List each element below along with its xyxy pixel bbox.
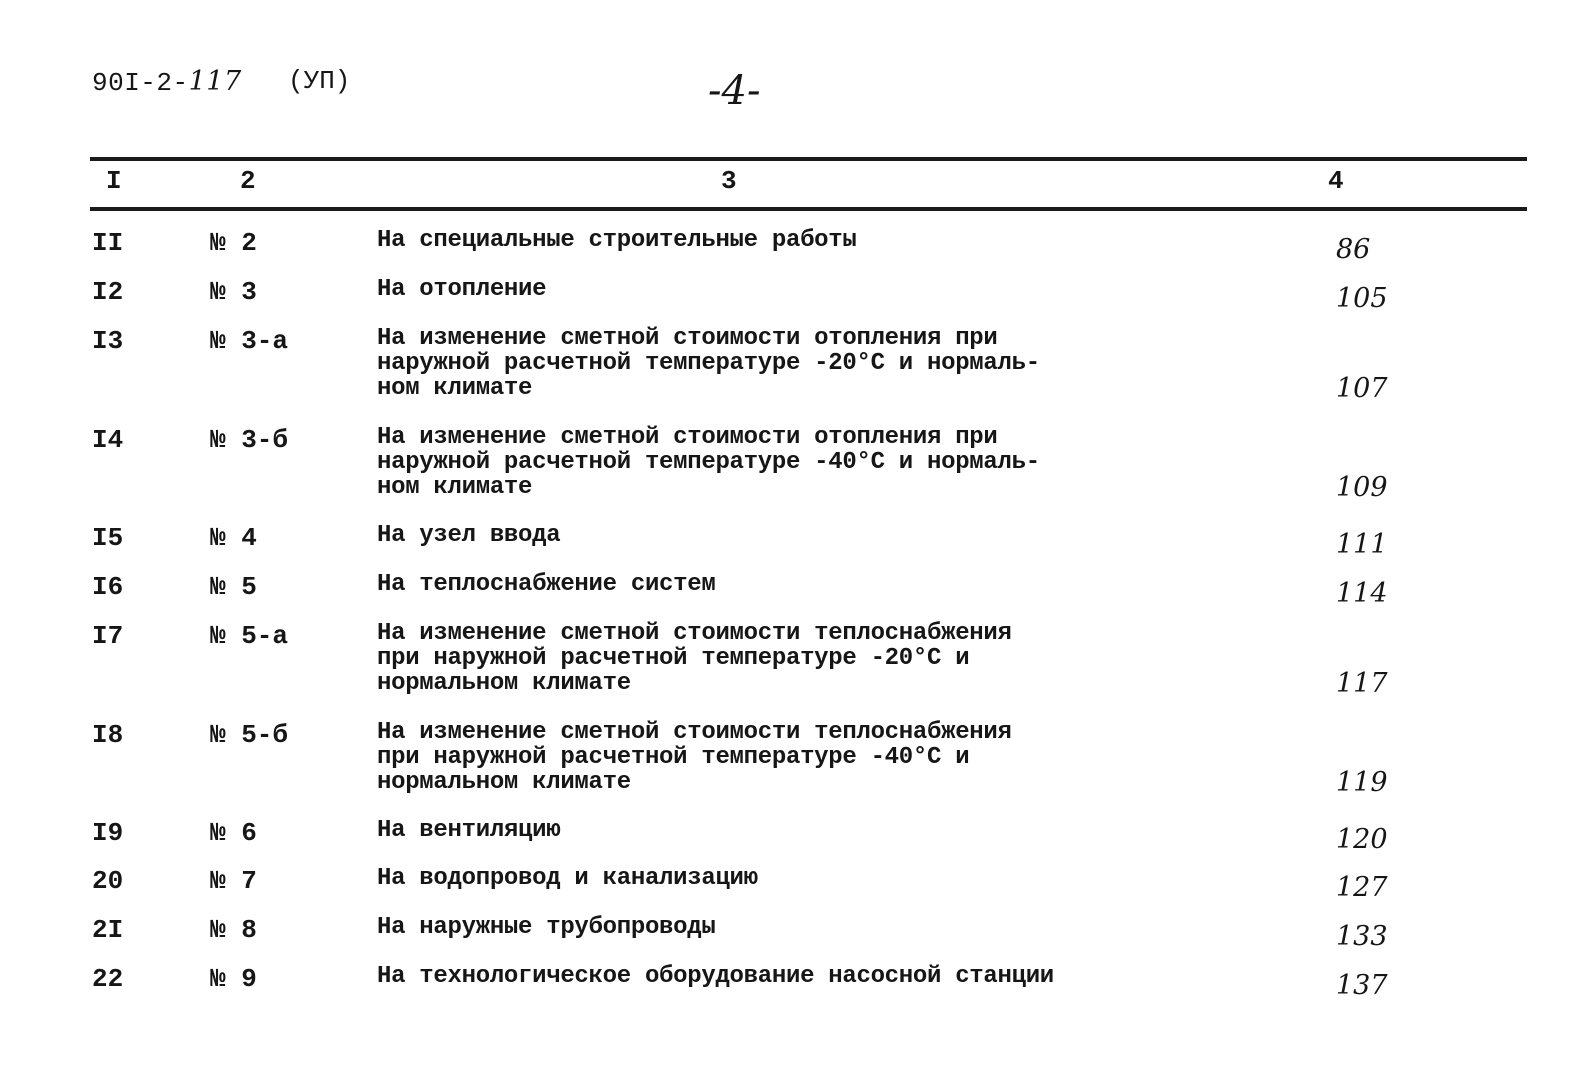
estimate-ref: № 8 [210, 915, 257, 945]
estimate-title: На изменение сметной стоимости отопления при наружной расчетной температуре -40°С и нормаль- ном климате [377, 424, 1040, 501]
estimate-title: На водопровод и канализацию [377, 865, 758, 892]
row-number: I8 [92, 720, 124, 750]
row-number: 22 [92, 964, 124, 994]
row-number: 20 [92, 866, 124, 896]
row-number: I4 [92, 425, 124, 455]
estimate-ref: № 6 [210, 818, 257, 848]
document-mark: (УП) [288, 66, 351, 96]
table-header-rule [90, 207, 1527, 211]
row-number: I7 [92, 621, 124, 651]
row-number: I6 [92, 572, 124, 602]
document-code-prefix: 90I-2- [92, 68, 189, 98]
row-number: I5 [92, 523, 124, 553]
page-ref: 105 [1336, 283, 1388, 314]
estimate-ref: № 3-а [210, 326, 289, 356]
page-ref: 133 [1336, 921, 1388, 952]
page-ref: 86 [1336, 234, 1371, 265]
row-number: I2 [92, 277, 124, 307]
estimate-title: На специальные строительные работы [377, 227, 857, 254]
column-header-2: 2 [240, 166, 256, 196]
column-header-1: I [106, 166, 122, 196]
estimate-ref: № 4 [210, 523, 257, 553]
page-ref: 111 [1336, 529, 1388, 560]
row-number: I9 [92, 818, 124, 848]
column-header-3: 3 [721, 166, 737, 196]
estimate-title: На вентиляцию [377, 817, 561, 844]
estimate-ref: № 3 [210, 277, 257, 307]
column-header-4: 4 [1328, 166, 1344, 196]
page-ref: 127 [1336, 872, 1388, 903]
estimate-ref: № 3-б [210, 425, 289, 455]
document-code [92, 66, 242, 98]
document-code-number: 117 [188, 66, 242, 97]
page-number: -4- [708, 68, 761, 114]
estimate-title: На отопление [377, 276, 547, 303]
estimate-title: На изменение сметной стоимости теплоснабжения при наружной расчетной температуре -20°С и нормальном климате [377, 620, 1012, 697]
estimate-ref: № 2 [210, 228, 257, 258]
page-ref: 114 [1336, 578, 1388, 609]
estimate-ref: № 7 [210, 866, 257, 896]
row-number: I3 [92, 326, 124, 356]
page-ref: 120 [1336, 824, 1388, 855]
row-number: 2I [92, 915, 124, 945]
estimate-title: На изменение сметной стоимости отопления при наружной расчетной температуре -20°С и нормаль- ном климате [377, 325, 1040, 402]
estimate-ref: № 5-б [210, 720, 289, 750]
table-top-rule [90, 157, 1527, 161]
estimate-title: На теплоснабжение систем [377, 571, 716, 598]
row-number: II [92, 228, 124, 258]
page-ref: 109 [1336, 472, 1388, 503]
estimate-ref: № 9 [210, 964, 257, 994]
page-ref: 107 [1336, 373, 1388, 404]
estimate-title: На наружные трубопроводы [377, 914, 716, 941]
estimate-ref: № 5-а [210, 621, 289, 651]
page-ref: 137 [1336, 970, 1388, 1001]
page-ref: 119 [1336, 767, 1388, 798]
page-ref: 117 [1336, 668, 1388, 699]
estimate-ref: № 5 [210, 572, 257, 602]
estimate-title: На узел ввода [377, 522, 561, 549]
estimate-title: На изменение сметной стоимости теплоснабжения при наружной расчетной температуре -40°С и нормальном климате [377, 719, 1012, 796]
estimate-title: На технологическое оборудование насосной станции [377, 963, 1054, 990]
